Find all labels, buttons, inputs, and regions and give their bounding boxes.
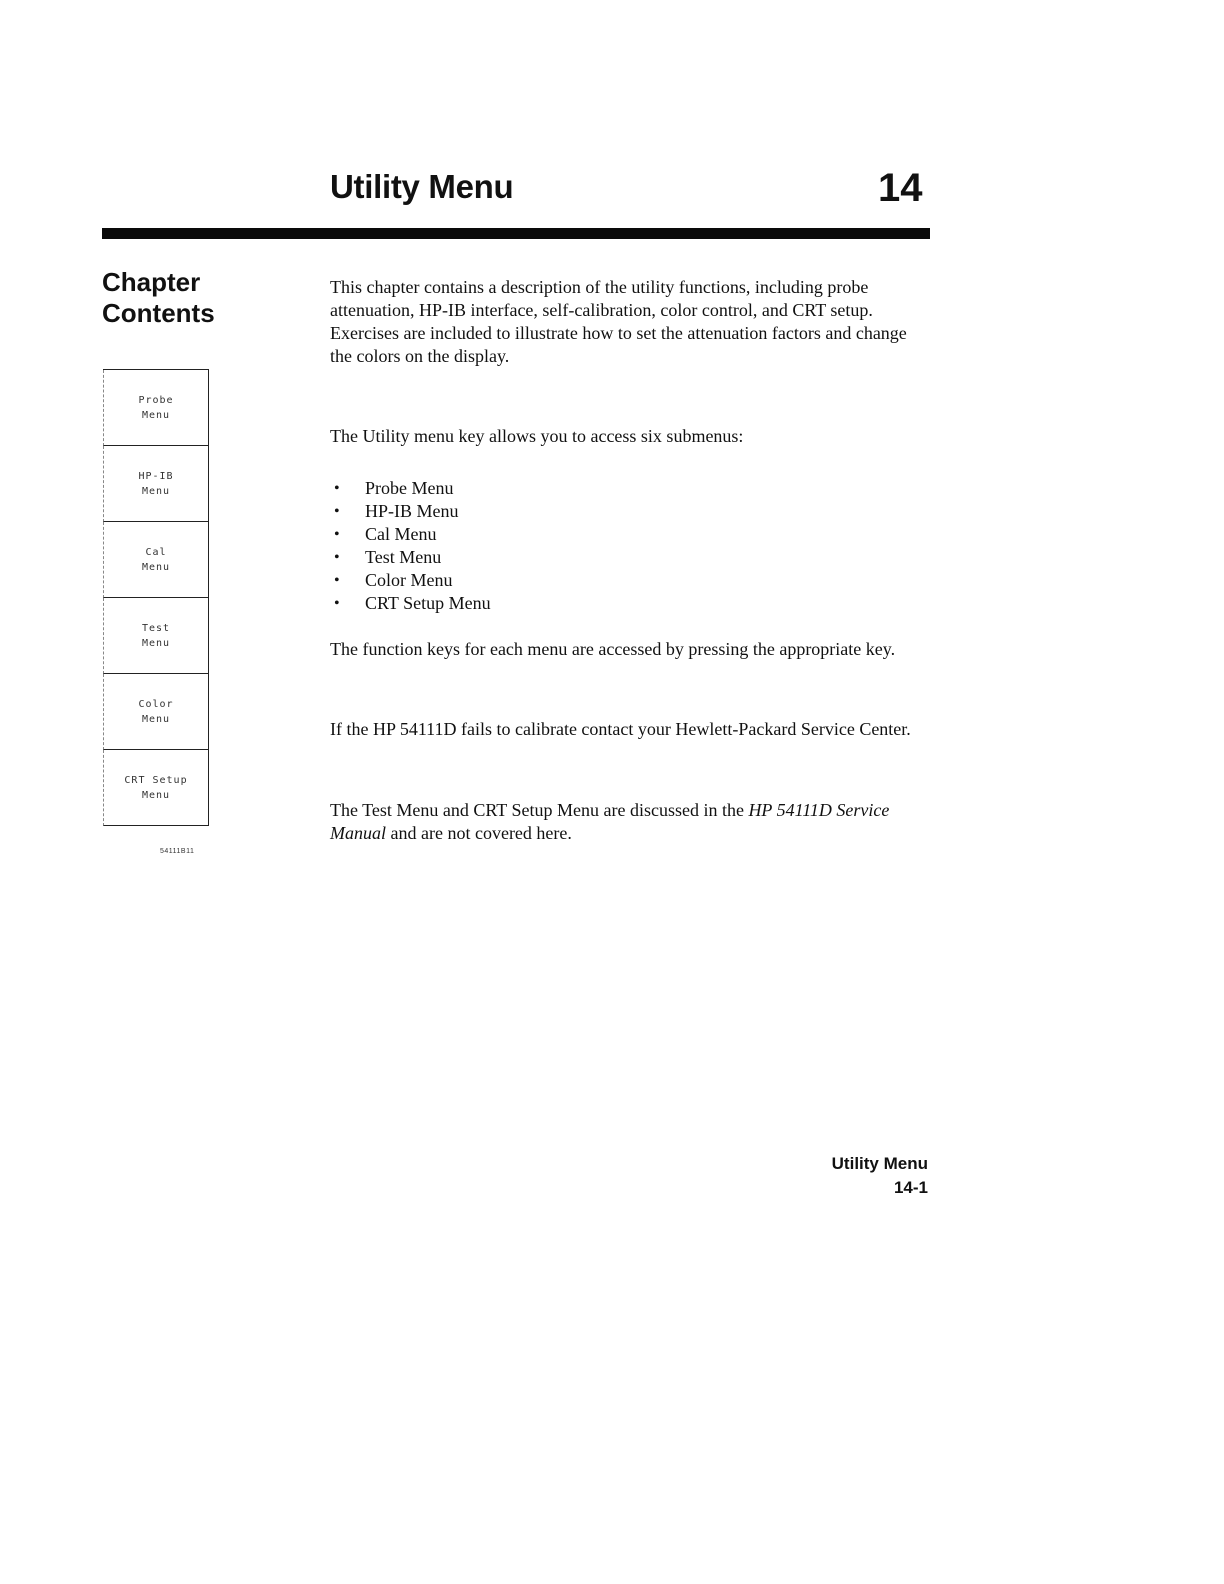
softkey-label: Cal	[145, 546, 167, 558]
softkey-hpib-menu	[103, 446, 209, 522]
softkey-label: Probe	[138, 394, 174, 406]
list-item: • Color Menu	[334, 569, 491, 592]
submenus-intro: The Utility menu key allows you to access six submenus:	[330, 426, 744, 446]
softkey-color-menu	[103, 674, 209, 750]
list-item: • CRT Setup Menu	[334, 592, 491, 615]
softkey-label: Test	[141, 622, 171, 634]
heading-line-2: Contents	[102, 298, 215, 328]
calibrate-paragraph: If the HP 54111D fails to calibrate contact your Hewlett-Packard Service Center.	[330, 719, 911, 739]
chapter-contents-heading	[102, 267, 215, 329]
intro-paragraph: This chapter contains a description of the utility functions, including probe attenuation, HP-IB interface, self-calibration, color control, and CRT setup. Exercises are included to illustrate how to set the attenuation factors and change the colors on the display.	[330, 277, 907, 366]
service-manual-title: HP 54111D Service Manual	[330, 800, 890, 843]
softkey-label: Menu	[141, 637, 171, 649]
softkey-label: Menu	[141, 713, 171, 725]
page-number: 14-1	[893, 1178, 928, 1197]
list-item: • HP-IB Menu	[334, 500, 491, 523]
footer-title: Utility Menu	[831, 1154, 928, 1173]
softkey-label: CRT Setup	[124, 774, 188, 786]
list-item: • Probe Menu	[334, 477, 491, 500]
softkey-probe-menu	[103, 370, 209, 446]
service-manual-paragraph	[330, 799, 930, 845]
softkey-cal-menu	[103, 522, 209, 598]
service-text-post: and are not covered here.	[390, 823, 572, 843]
softkey-label: HP-IB	[138, 470, 174, 482]
figure-id: 54111B11	[160, 848, 195, 855]
softkey-crt-setup-menu	[103, 750, 209, 826]
softkey-label: Menu	[141, 561, 171, 573]
heading-line-1: Chapter	[102, 267, 201, 297]
submenu-list	[334, 477, 491, 615]
softkey-column	[103, 369, 209, 826]
softkey-test-menu	[103, 598, 209, 674]
softkey-label: Menu	[141, 485, 171, 497]
header-rule	[102, 228, 930, 239]
chapter-number: 14	[878, 166, 923, 210]
service-text-pre: The Test Menu and CRT Setup Menu are discussed in the	[330, 800, 744, 820]
function-keys-paragraph: The function keys for each menu are accessed by pressing the appropriate key.	[330, 639, 896, 659]
list-item: • Cal Menu	[334, 523, 491, 546]
chapter-title: Utility Menu	[330, 168, 514, 205]
list-item: • Test Menu	[334, 546, 491, 569]
softkey-label: Menu	[141, 409, 171, 421]
softkey-label: Menu	[141, 789, 171, 801]
softkey-label: Color	[138, 698, 174, 710]
